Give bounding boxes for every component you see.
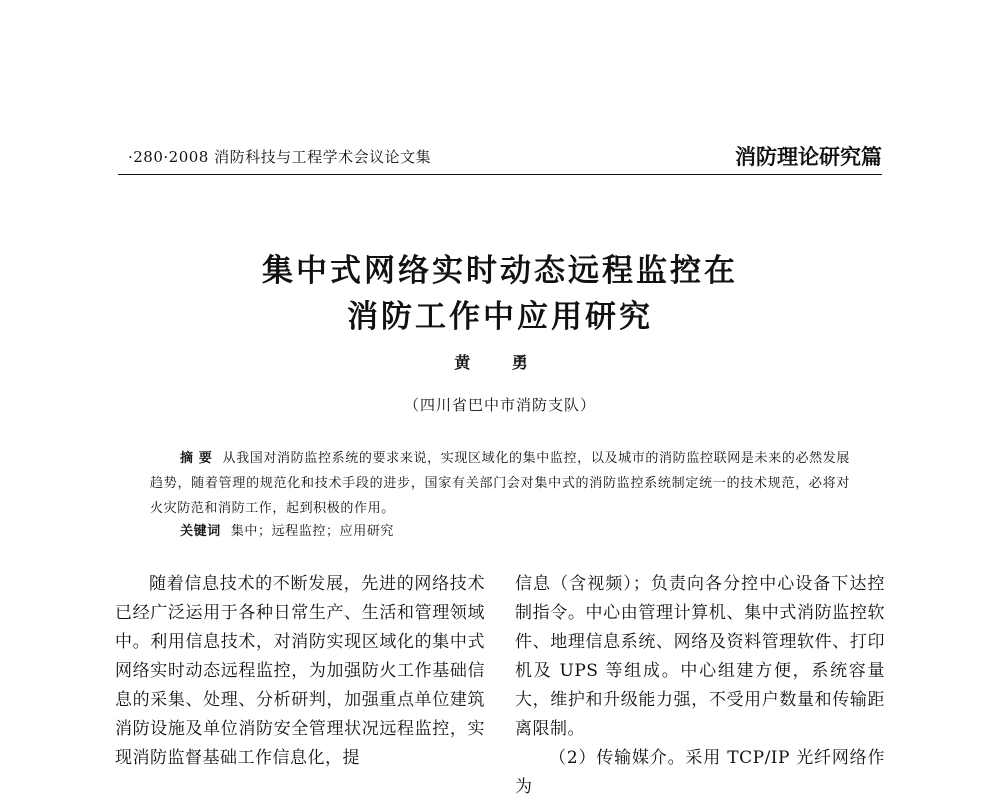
body-paragraph: 信息（含视频）；负责向各分控中心设备下达控制指令。中心由管理计算机、集中式消防监控软件、地理信息系统、网络及资料管理软件、打印机及 UPS 等组成。中心组建方便，系统容量大，维护和升级能力强，不受用户数量和传输距离限制。 [515, 574, 885, 739]
body-paragraph: （2）传输媒介。采用 TCP/IP 光纤网络作为 [515, 748, 885, 797]
title-line-2: 消防工作中应用研究 [347, 299, 653, 335]
author: 黄 勇 [454, 353, 546, 372]
keywords [180, 520, 394, 539]
body-right-column [515, 570, 885, 802]
title-line-1: 集中式网络实时动态远程监控在 [262, 253, 738, 289]
keywords-label: 关键词 [180, 524, 221, 539]
section-header: 消防理论研究篇 [735, 145, 882, 169]
keywords-text: 集中；远程监控；应用研究 [230, 524, 395, 539]
article-title [0, 248, 1000, 340]
abstract-text: 从我国对消防监控系统的要求来说，实现区域化的集中监控，以及城市的消防监控联网是未来的必然发展趋势，随着管理的规范化和技术手段的进步，国家有关部门会对集中式的消防监控系统制定统一的技术规范，必将对火灾防范和消防工作，起到积极的作用。 [150, 451, 851, 516]
body-left-column [115, 570, 485, 773]
body-paragraph: 随着信息技术的不断发展，先进的网络技术已经广泛运用于各种日常生产、生活和管理领域中。利用信息技术，对消防实现区域化的集中式网络实时动态远程监控，为加强防火工作基础信息的采集、处理、分析研判，加强重点单位建筑消防设施及单位消防安全管理状况远程监控，实现消防监督基础工作信息化，提 [115, 574, 485, 768]
running-header-left: ·280·2008 消防科技与工程学术会议论文集 [128, 148, 432, 166]
affiliation: （四川省巴中市消防支队） [403, 396, 596, 414]
abstract-label: 摘 要 [180, 451, 213, 466]
abstract [150, 446, 850, 521]
header-rule [118, 174, 882, 175]
